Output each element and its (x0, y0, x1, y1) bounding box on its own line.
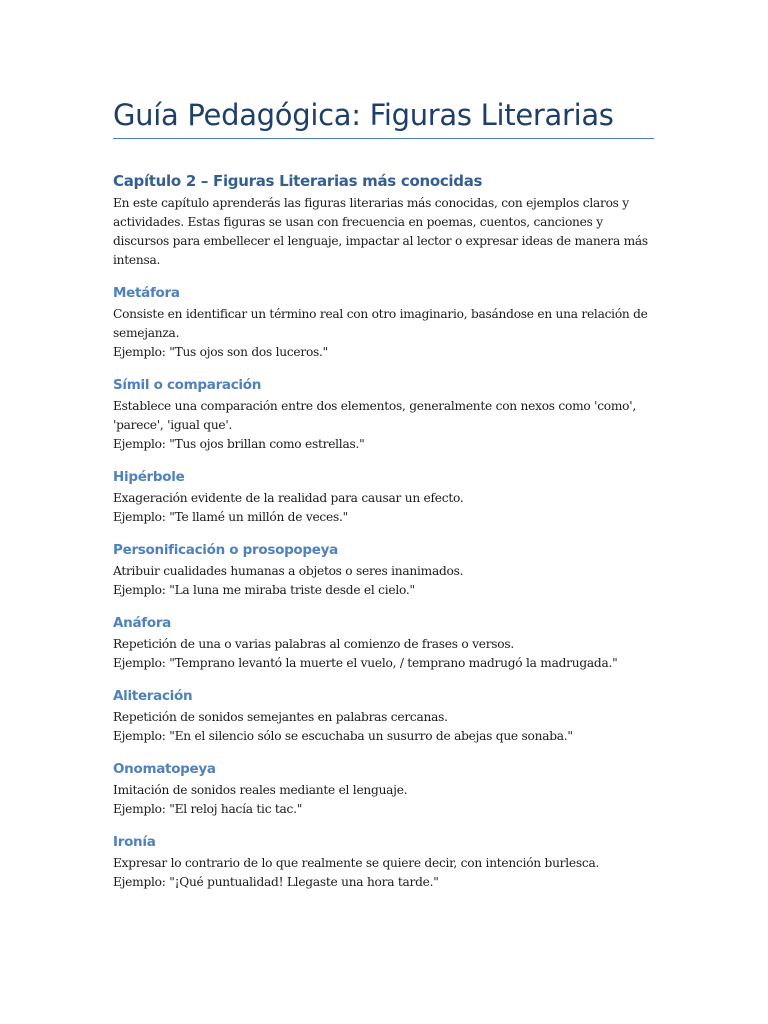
section-definition: Expresar lo contrario de lo que realmente se quiere decir, con intención burlesca. (113, 856, 600, 870)
section-heading: Ironía (113, 834, 156, 850)
section-personificacion (113, 539, 656, 600)
section-onomatopeya (113, 758, 656, 819)
section-definition: Consiste en identificar un término real con otro imaginario, basándose en una relación de semejanza. (113, 307, 648, 340)
section-heading: Aliteración (113, 688, 193, 704)
section-hiperbole (113, 466, 656, 527)
section-example: Ejemplo: "El reloj hacía tic tac." (113, 802, 303, 816)
section-heading: Onomatopeya (113, 761, 216, 777)
document-title: Guía Pedagógica: Figuras Literarias (113, 98, 614, 132)
section-example: Ejemplo: "Te llamé un millón de veces." (113, 510, 348, 524)
section-metafora (113, 282, 656, 362)
section-heading: Personificación o prosopopeya (113, 542, 338, 558)
section-heading: Hipérbole (113, 469, 185, 485)
section-ironia (113, 831, 656, 892)
section-anafora (113, 612, 656, 673)
title-underline (113, 138, 654, 139)
section-heading: Metáfora (113, 285, 180, 301)
section-definition: Imitación de sonidos reales mediante el lenguaje. (113, 783, 408, 797)
section-definition: Repetición de una o varias palabras al comienzo de frases o versos. (113, 637, 514, 651)
section-example: Ejemplo: "Tus ojos brillan como estrellas." (113, 437, 365, 451)
section-example: Ejemplo: "¡Qué puntualidad! Llegaste una hora tarde." (113, 875, 439, 889)
section-example: Ejemplo: "Temprano levantó la muerte el vuelo, / temprano madrugó la madrugada." (113, 656, 618, 670)
section-example: Ejemplo: "En el silencio sólo se escuchaba un susurro de abejas que sonaba." (113, 729, 573, 743)
section-aliteracion (113, 685, 656, 746)
chapter-intro: En este capítulo aprenderás las figuras literarias más conocidas, con ejemplos claros y actividades. Estas figuras se usan con frecuencia en poemas, cuentos, canciones y discursos para embellecer el lenguaje, impactar al lector o expresar ideas de manera más intensa. (113, 196, 648, 267)
section-heading: Anáfora (113, 615, 171, 631)
document-page (113, 0, 656, 892)
chapter-heading: Capítulo 2 – Figuras Literarias más conocidas (113, 172, 483, 190)
section-definition: Exageración evidente de la realidad para causar un efecto. (113, 491, 464, 505)
section-definition: Repetición de sonidos semejantes en palabras cercanas. (113, 710, 448, 724)
section-example: Ejemplo: "La luna me miraba triste desde el cielo." (113, 583, 415, 597)
section-definition: Establece una comparación entre dos elementos, generalmente con nexos como 'como', 'parece', 'igual que'. (113, 399, 636, 432)
section-heading: Símil o comparación (113, 377, 262, 393)
section-simil (113, 374, 656, 454)
section-example: Ejemplo: "Tus ojos son dos luceros." (113, 345, 329, 359)
section-definition: Atribuir cualidades humanas a objetos o seres inanimados. (113, 564, 464, 578)
